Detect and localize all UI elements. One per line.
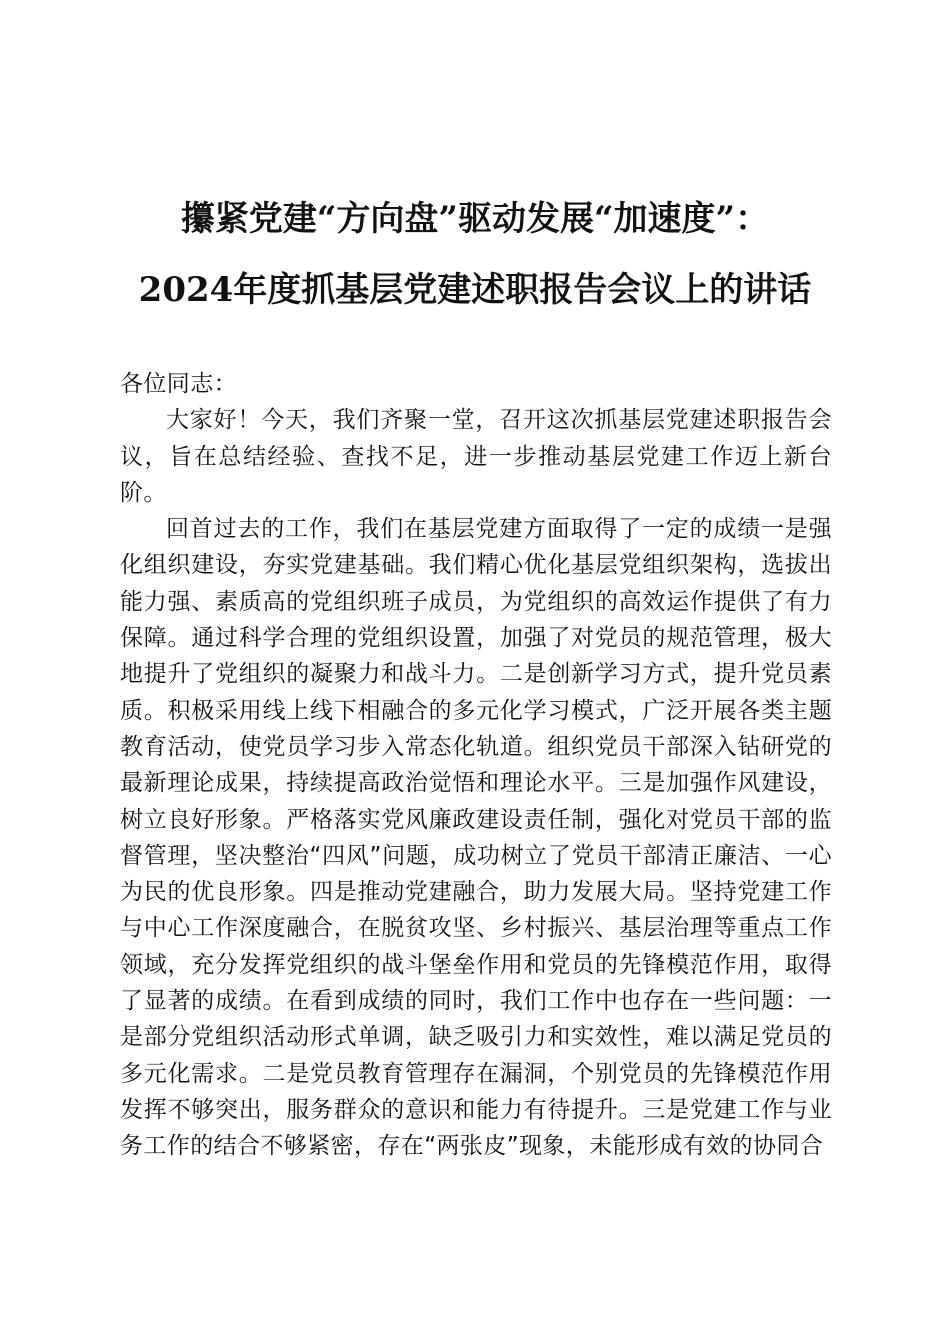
paragraph-1: 大家好！今天，我们齐聚一堂，召开这次抓基层党建述职报告会议，旨在总结经验、查找不足，进一步推动基层党建工作迈上新台阶。	[120, 407, 832, 506]
speech-body	[120, 366, 832, 1165]
title-line-2: 2024年度抓基层党建述职报告会议上的讲话	[138, 270, 812, 310]
title-line-1: 攥紧党建“方向盘”驱动发展“加速度”：	[180, 199, 770, 239]
paragraph-2: 回首过去的工作，我们在基层党建方面取得了一定的成绩一是强化组织建设，夯实党建基础。我们精心优化基层党组织架构，选拔出能力强、素质高的党组织班子成员，为党组织的高效运作提供了有力保障。通过科学合理的党组织设置，加强了对党员的规范管理，极大地提升了党组织的凝聚力和战斗力。二是创新学习方式，提升党员素质。积极采用线上线下相融合的多元化学习模式，广泛开展各类主题教育活动，使党员学习步入常态化轨道。组织党员干部深入钻研党的最新理论成果，持续提高政治觉悟和理论水平。三是加强作风建设，树立良好形象。严格落实党风廉政建设责任制，强化对党员干部的监督管理，坚决整治“四风”问题，成功树立了党员干部清正廉洁、一心为民的优良形象。四是推动党建融合，助力发展大局。坚持党建工作与中心工作深度融合，在脱贫攻坚、乡村振兴、基层治理等重点工作领域，充分发挥党组织的战斗堡垒作用和党员的先锋模范作用，取得了显著的成绩。在看到成绩的同时，我们工作中也存在一些问题：一是部分党组织活动形式单调，缺乏吸引力和实效性，难以满足党员的多元化需求。二是党员教育管理存在漏洞，个别党员的先锋模范作用发挥不够突出，服务群众的意识和能力有待提升。三是党建工作与业务工作的结合不够紧密，存在“两张皮”现象，未能形成有效的协同合	[120, 516, 832, 1160]
salutation: 各位同志：	[120, 371, 237, 397]
